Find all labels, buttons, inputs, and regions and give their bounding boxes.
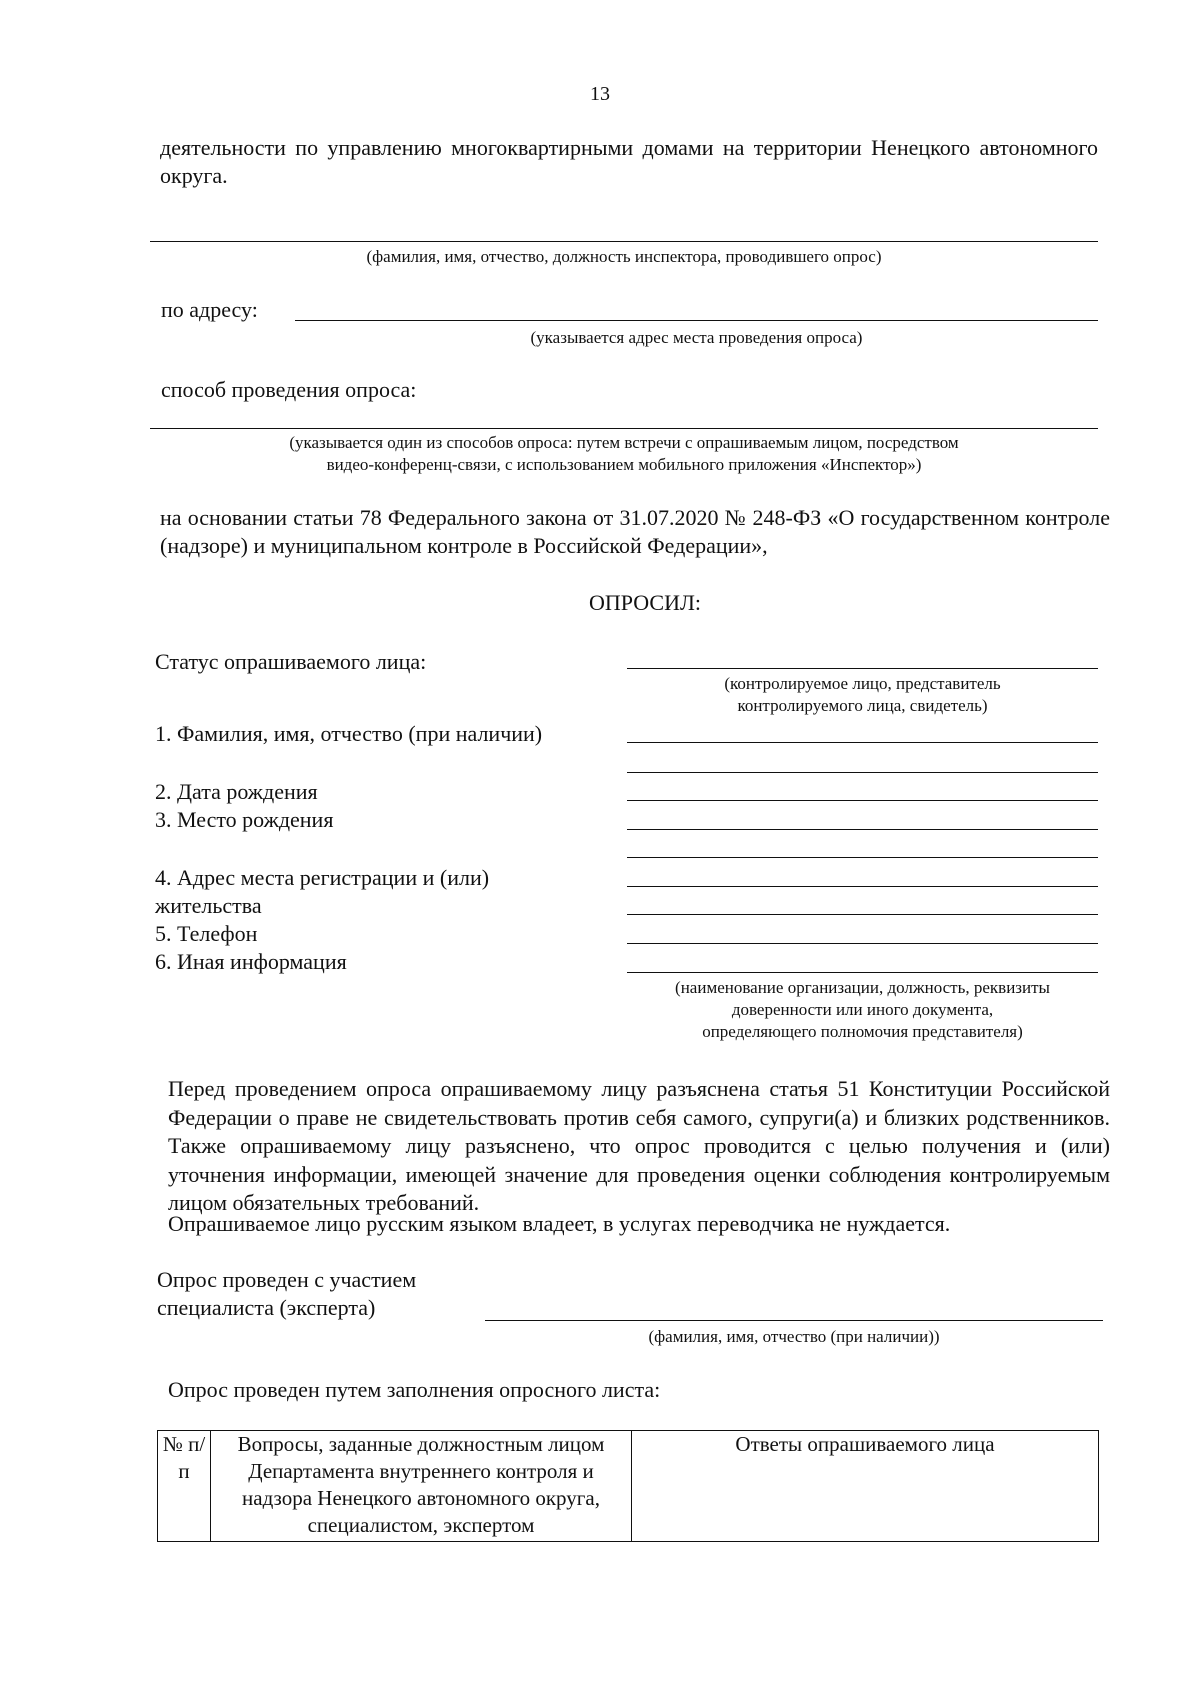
status-field-line[interactable]: [627, 668, 1098, 669]
expert-label-line-1: Опрос проведен с участием: [157, 1267, 417, 1292]
status-label: Статус опрашиваемого лица:: [155, 649, 427, 674]
field-line-7[interactable]: [627, 914, 1098, 915]
expert-caption: (фамилия, имя, отчество (при наличии)): [648, 1327, 940, 1346]
field-full-name-label: 1. Фамилия, имя, отчество (при наличии): [155, 721, 543, 746]
method-caption-line-2: видео-конференц-связи, с использованием мобильного приложения «Инспектор»): [326, 455, 922, 474]
inspector-field-line[interactable]: [150, 241, 1098, 242]
method-field-line[interactable]: [150, 428, 1098, 429]
field-line-8[interactable]: [627, 943, 1098, 944]
column-header-questions: Вопросы, заданные должностным лицом Департамента внутреннего контроля и надзора Ненецкого автономного округа, специалистом, экспертом: [211, 1431, 632, 1542]
rights-paragraph: Перед проведением опроса опрашиваемому лицу разъяснена статья 51 Конституции Российской Федерации о праве не свидетельствовать против себя самого, супруги(а) и близких родственников. Также опрашиваемому лицу разъяснено, что опрос проводится с целью получения и (или) уточнения информации, имеющей значение для проведения оценки соблюдения контролируемым лицом обязательных требований.: [168, 1076, 1110, 1215]
questionnaire-statement: Опрос проведен путем заполнения опросного листа:: [168, 1377, 661, 1402]
intro-paragraph: деятельности по управлению многоквартирными домами на территории Ненецкого автономного округа.: [160, 135, 1098, 188]
field-line-5[interactable]: [627, 857, 1098, 858]
inspector-caption: (фамилия, имя, отчество, должность инспектора, проводившего опрос): [366, 247, 882, 266]
page-number: 13: [590, 83, 610, 105]
column-header-number: № п/п: [158, 1431, 211, 1542]
field-line-2[interactable]: [627, 772, 1098, 773]
field-birth-place-label: 3. Место рождения: [155, 807, 334, 832]
field-line-1[interactable]: [627, 742, 1098, 743]
questionnaire-table: [157, 1430, 1099, 1542]
column-header-answers: Ответы опрашиваемого лица: [632, 1431, 1099, 1542]
method-caption-line-1: (указывается один из способов опроса: путем встречи с опрашиваемым лицом, посредством: [289, 433, 959, 452]
legal-basis-paragraph: на основании статьи 78 Федерального закона от 31.07.2020 № 248-ФЗ «О государственном контроле (надзоре) и муниципальном контроле в Российской Федерации»,: [160, 505, 1110, 558]
other-caption-line-1: (наименование организации, должность, реквизиты: [675, 978, 1050, 997]
address-field-line[interactable]: [295, 320, 1098, 321]
heading-oprosil: ОПРОСИЛ:: [588, 590, 702, 615]
field-address-label: 4. Адрес места регистрации и (или): [155, 865, 490, 890]
expert-field-line[interactable]: [485, 1320, 1103, 1321]
address-caption: (указывается адрес места проведения опроса): [530, 328, 863, 347]
field-line-3[interactable]: [627, 800, 1098, 801]
field-other-info-label: 6. Иная информация: [155, 949, 347, 974]
field-phone-label: 5. Телефон: [155, 921, 258, 946]
field-birth-date-label: 2. Дата рождения: [155, 779, 318, 804]
field-line-6[interactable]: [627, 886, 1098, 887]
field-line-4[interactable]: [627, 829, 1098, 830]
other-caption-line-2: доверенности или иного документа,: [731, 1000, 994, 1019]
expert-label-line-2: специалиста (эксперта): [157, 1295, 376, 1320]
field-line-9[interactable]: [627, 972, 1098, 973]
address-label: по адресу:: [161, 297, 258, 322]
field-address-label-cont: жительства: [155, 893, 262, 918]
method-label: способ проведения опроса:: [161, 377, 417, 402]
status-caption-line-2: контролируемого лица, свидетель): [737, 696, 988, 715]
status-caption-line-1: (контролируемое лицо, представитель: [724, 674, 1001, 693]
other-caption-line-3: определяющего полномочия представителя): [702, 1022, 1023, 1041]
table-header-row: [158, 1431, 1099, 1542]
language-statement: Опрашиваемое лицо русским языком владеет, в услугах переводчика не нуждается.: [168, 1211, 951, 1236]
